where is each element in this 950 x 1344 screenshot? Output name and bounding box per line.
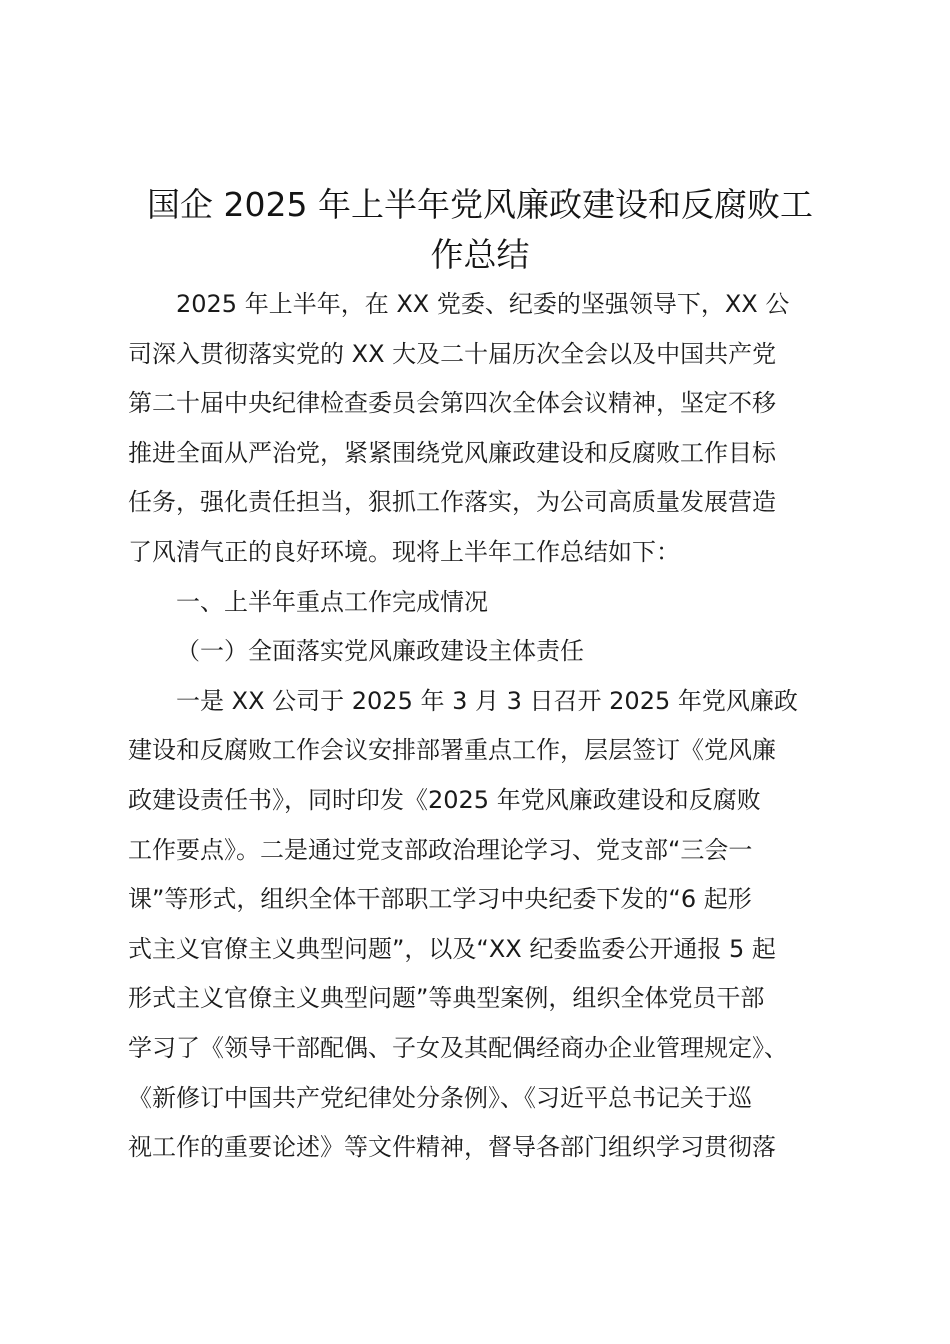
paragraph-line: 课”等形式，组织全体干部职工学习中央纪委下发的“6 起形 <box>128 885 752 914</box>
document-body <box>128 280 848 1173</box>
paragraph-line: 推进全面从严治党，紧紧围绕党风廉政建设和反腐败工作目标 <box>128 438 776 467</box>
document-title <box>120 180 840 280</box>
paragraph-line: 学习了《领导干部配偶、子女及其配偶经商办企业管理规定》、 <box>128 1033 788 1062</box>
paragraph-line: 政建设责任书》，同时印发《2025 年党风廉政建设和反腐败 <box>128 785 761 814</box>
title-line-1: 国企 2025 年上半年党风廉政建设和反腐败工 <box>147 185 813 224</box>
paragraph-line: 一是 XX 公司于 2025 年 3 月 3 日召开 2025 年党风廉政 <box>176 686 798 715</box>
paragraph-line: 司深入贯彻落实党的 XX 大及二十届历次全会以及中国共产党 <box>128 339 777 368</box>
paragraph-line: 建设和反腐败工作会议安排部署重点工作，层层签订《党风廉 <box>128 736 776 765</box>
paragraph-line: 式主义官僚主义典型问题”，以及“XX 纪委监委公开通报 5 起 <box>128 934 776 963</box>
paragraph-line: 工作要点》。二是通过党支部政治理论学习、党支部“三会一 <box>128 835 753 864</box>
title-line-2: 作总结 <box>430 235 530 274</box>
subsection-heading: （一）全面落实党风廉政建设主体责任 <box>176 637 584 666</box>
paragraph-line: 任务，强化责任担当，狠抓工作落实，为公司高质量发展营造 <box>128 488 776 517</box>
paragraph-line: 了风清气正的良好环境。现将上半年工作总结如下： <box>128 537 680 566</box>
paragraph-line: 第二十届中央纪律检查委员会第四次全体会议精神，坚定不移 <box>128 389 776 418</box>
section-heading: 一、上半年重点工作完成情况 <box>176 587 488 616</box>
paragraph-line: 《新修订中国共产党纪律处分条例》、《习近平总书记关于巡 <box>128 1083 752 1112</box>
paragraph-line: 2025 年上半年，在 XX 党委、纪委的坚强领导下，XX 公 <box>176 290 790 318</box>
paragraph-line: 视工作的重要论述》等文件精神，督导各部门组织学习贯彻落 <box>128 1133 776 1162</box>
paragraph-line: 形式主义官僚主义典型问题”等典型案例，组织全体党员干部 <box>128 984 765 1013</box>
